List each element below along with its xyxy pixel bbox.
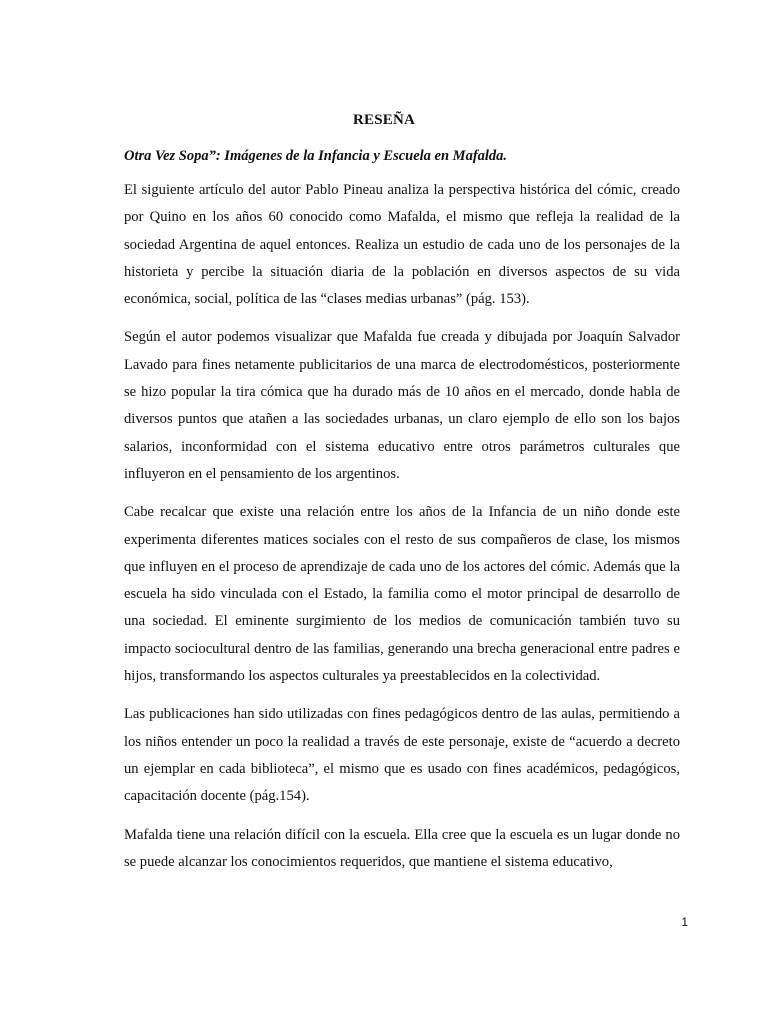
paragraph-4: Las publicaciones han sido utilizadas con fines pedagógicos dentro de las aulas, permitiendo a los niños entender un poco la realidad a través de este personaje, existe de “acuerdo a decreto un ejemplar en cada biblioteca”, el mismo que es usado con fines académicos, pedagógicos, capacitación docente (pág.154). xyxy=(124,706,680,805)
paragraph-1: El siguiente artículo del autor Pablo Pineau analiza la perspectiva histórica del cómic, creado por Quino en los años 60 conocido como Mafalda, el mismo que refleja la realidad de la sociedad Argentina de aquel entonces. Realiza un estudio de cada uno de los personajes de la historieta y percibe la situación diaria de la población en diversos aspectos de su vida económica, social, política de las “clases medias urbanas” (pág. 153). xyxy=(124,182,680,308)
paragraph-2: Según el autor podemos visualizar que Mafalda fue creada y dibujada por Joaquín Salvador Lavado para fines netamente publicitarios de una marca de electrodomésticos, posteriormente se hizo popular la tira cómica que ha durado más de 10 años en el mercado, donde habla de diversos puntos que atañen a las sociedades urbanas, un claro ejemplo de ello son los bajos salarios, inconformidad con el sistema educativo entre otros parámetros culturales que influyeron en el pensamiento de los argentinos. xyxy=(124,329,680,482)
body-text xyxy=(124,177,680,887)
paragraph-3: Cabe recalcar que existe una relación entre los años de la Infancia de un niño donde este experimenta diferentes matices sociales con el resto de sus compañeros de clase, los mismos que influyen en el proceso de aprendizaje de cada uno de los actores del cómic. Además que la escuela ha sido vinculada con el Estado, la familia como el motor principal de desarrollo de una sociedad. El eminente surgimiento de los medios de comunicación también tuvo su impacto sociocultural dentro de las familias, generando una brecha generacional entre padres e hijos, transformando los aspectos culturales ya preestablecidos en la colectividad. xyxy=(124,504,680,685)
page-number: 1 xyxy=(681,915,688,929)
page-title: RESEÑA xyxy=(352,112,416,128)
paragraph-5: Mafalda tiene una relación difícil con la escuela. Ella cree que la escuela es un lugar donde no se puede alcanzar los conocimientos requeridos, que mantiene el sistema educativo, xyxy=(124,826,680,870)
page-subtitle: Otra Vez Sopa”: Imágenes de la Infancia y Escuela en Mafalda. xyxy=(124,148,508,164)
